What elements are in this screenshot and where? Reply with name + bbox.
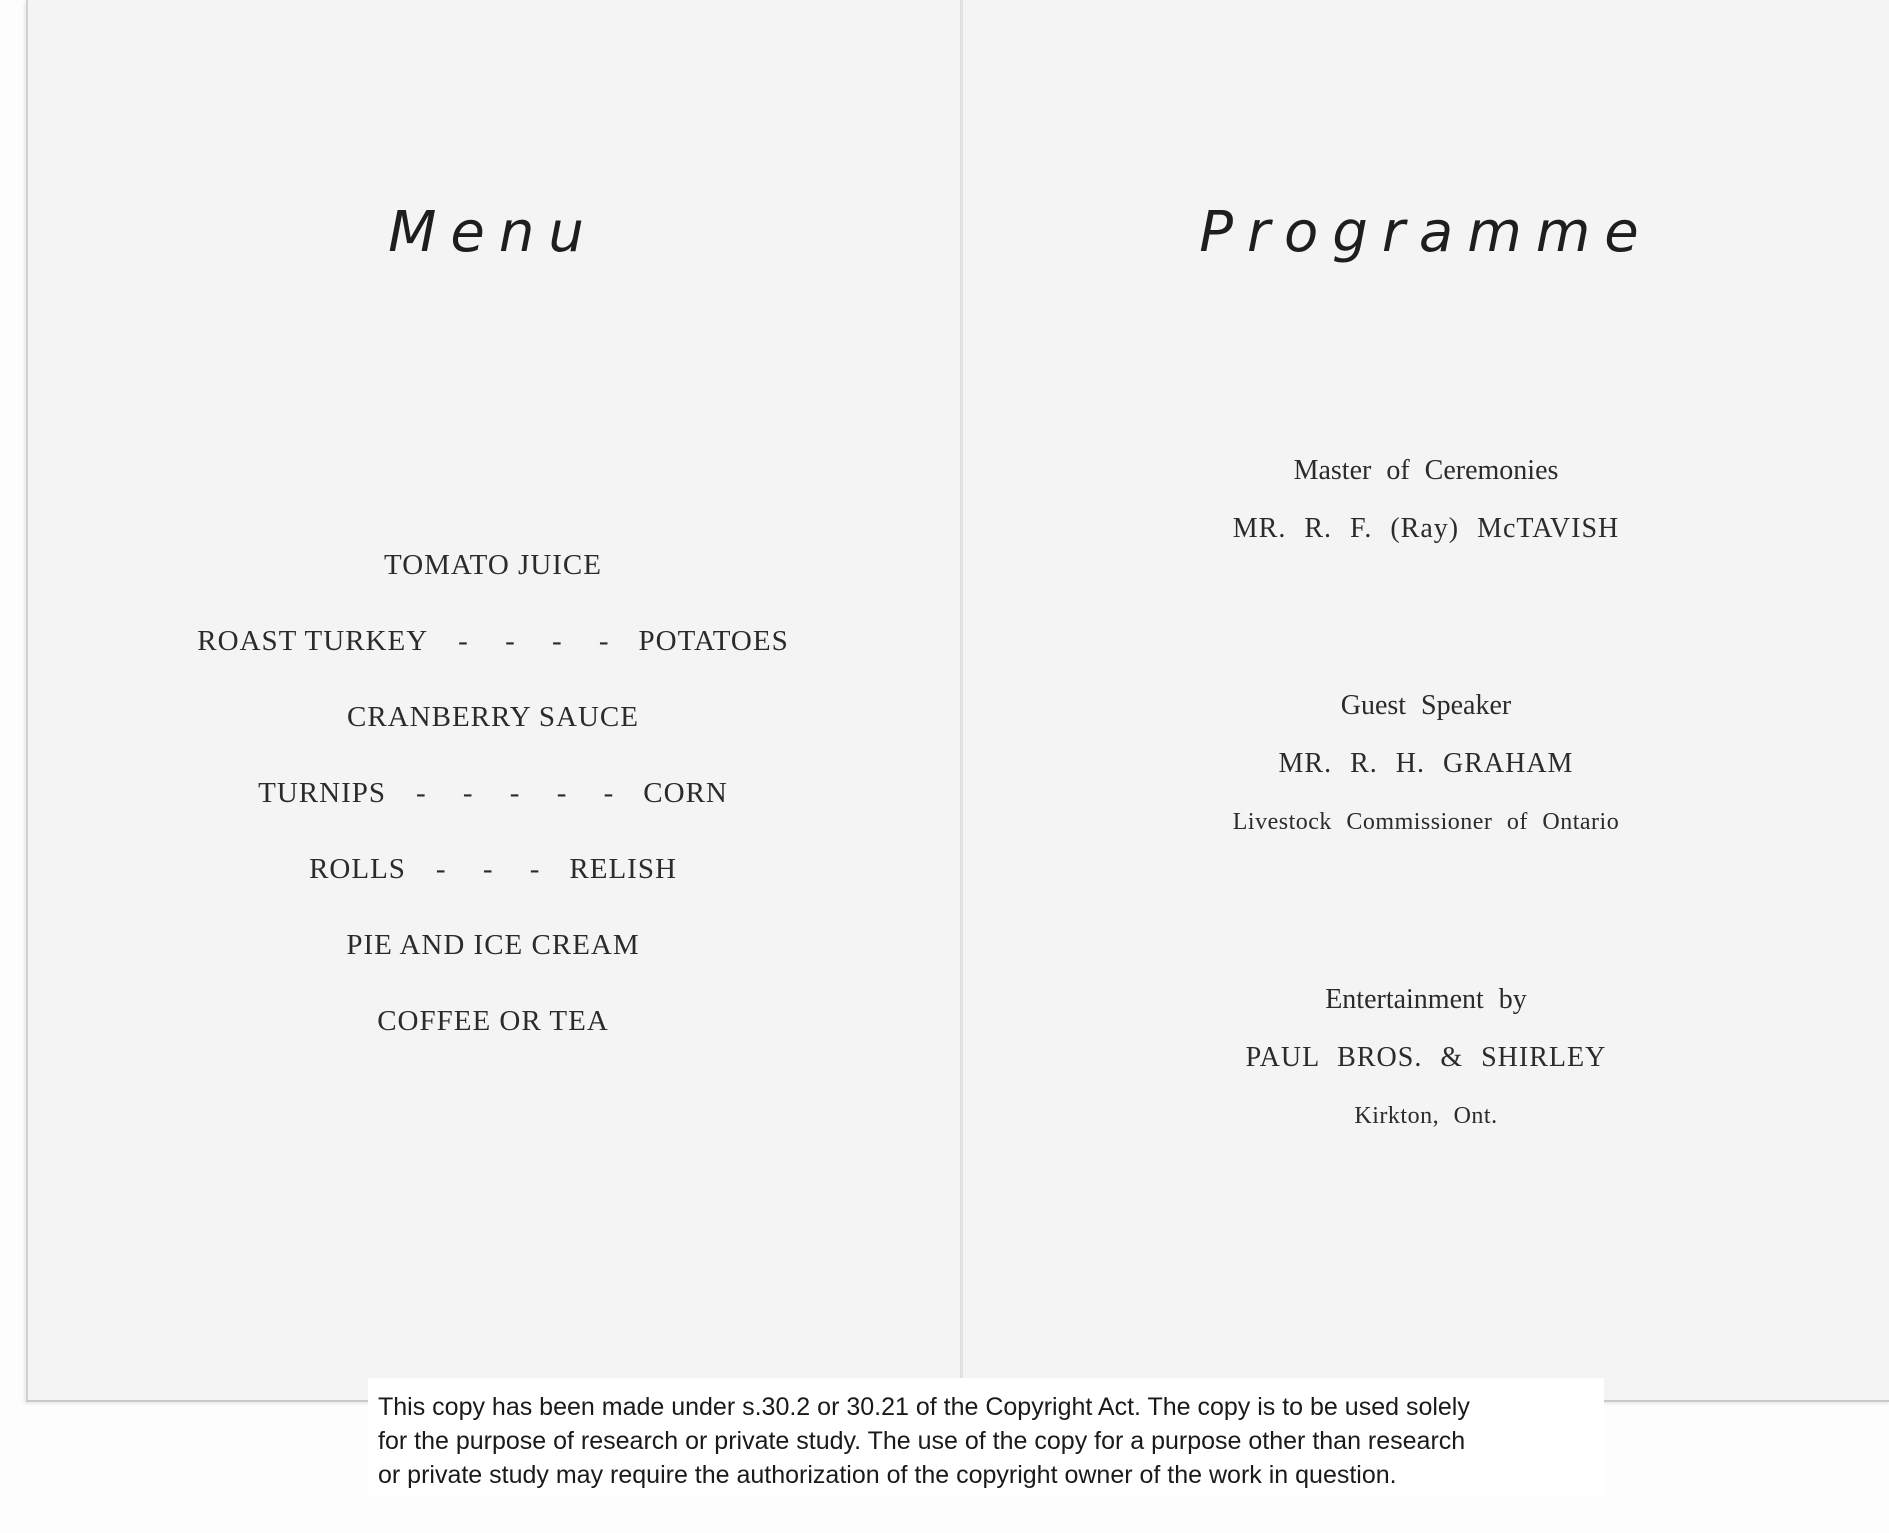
menu-item-dashes: - - - — [435, 853, 540, 885]
copyright-notice — [368, 1378, 1604, 1496]
master-of-ceremonies-label: Master of Ceremonies — [1293, 455, 1559, 486]
menu-item-cranberry-sauce: CRANBERRY SAUCE — [347, 701, 639, 733]
menu-item-pie-and-ice-cream: PIE AND ICE CREAM — [346, 929, 640, 961]
menu-item-left: ROAST TURKEY — [197, 625, 429, 657]
menu-item-dashes: - - - - — [458, 625, 609, 657]
copyright-notice-line: This copy has been made under s.30.2 or 30.21 of the Copyright Act. The copy is to be used solely — [378, 1393, 1470, 1421]
menu-item-left: TURNIPS — [258, 777, 386, 809]
guest-speaker-section — [963, 677, 1889, 851]
menu-item-roast-turkey-potatoes — [26, 621, 960, 697]
menu-item-rolls-relish — [26, 849, 960, 925]
menu-item-tomato-juice: TOMATO JUICE — [384, 549, 602, 581]
entertainment-label: Entertainment by — [1325, 984, 1527, 1015]
guest-speaker-role: Livestock Commissioner of Ontario — [1232, 809, 1620, 835]
menu-item-right: POTATOES — [638, 625, 789, 657]
entertainment-section — [963, 971, 1889, 1145]
menu-panel — [26, 0, 960, 1400]
guest-speaker-label: Guest Speaker — [1340, 690, 1512, 721]
entertainment-name: PAUL BROS. & SHIRLEY — [1245, 1042, 1607, 1073]
copyright-notice-line: or private study may require the authorization of the copyright owner of the work in question. — [378, 1461, 1397, 1489]
master-of-ceremonies-section — [963, 442, 1889, 558]
master-of-ceremonies-name: MR. R. F. (Ray) McTAVISH — [1232, 513, 1620, 544]
programme-panel — [963, 0, 1889, 1400]
menu-list — [26, 545, 960, 1077]
guest-speaker-name: MR. R. H. GRAHAM — [1278, 748, 1574, 779]
menu-item-turnips-corn — [26, 773, 960, 849]
menu-item-right: CORN — [643, 777, 728, 809]
entertainment-location: Kirkton, Ont. — [1354, 1103, 1498, 1129]
menu-item-dashes: - - - - - — [415, 777, 614, 809]
menu-item-right: RELISH — [569, 853, 677, 885]
menu-item-coffee-or-tea: COFFEE OR TEA — [377, 1005, 609, 1037]
copyright-notice-line: for the purpose of research or private study. The use of the copy for a purpose other than research — [378, 1427, 1466, 1455]
programme-title: Programme — [1199, 200, 1653, 265]
menu-item-left: ROLLS — [309, 853, 406, 885]
menu-title: Menu — [388, 200, 598, 265]
